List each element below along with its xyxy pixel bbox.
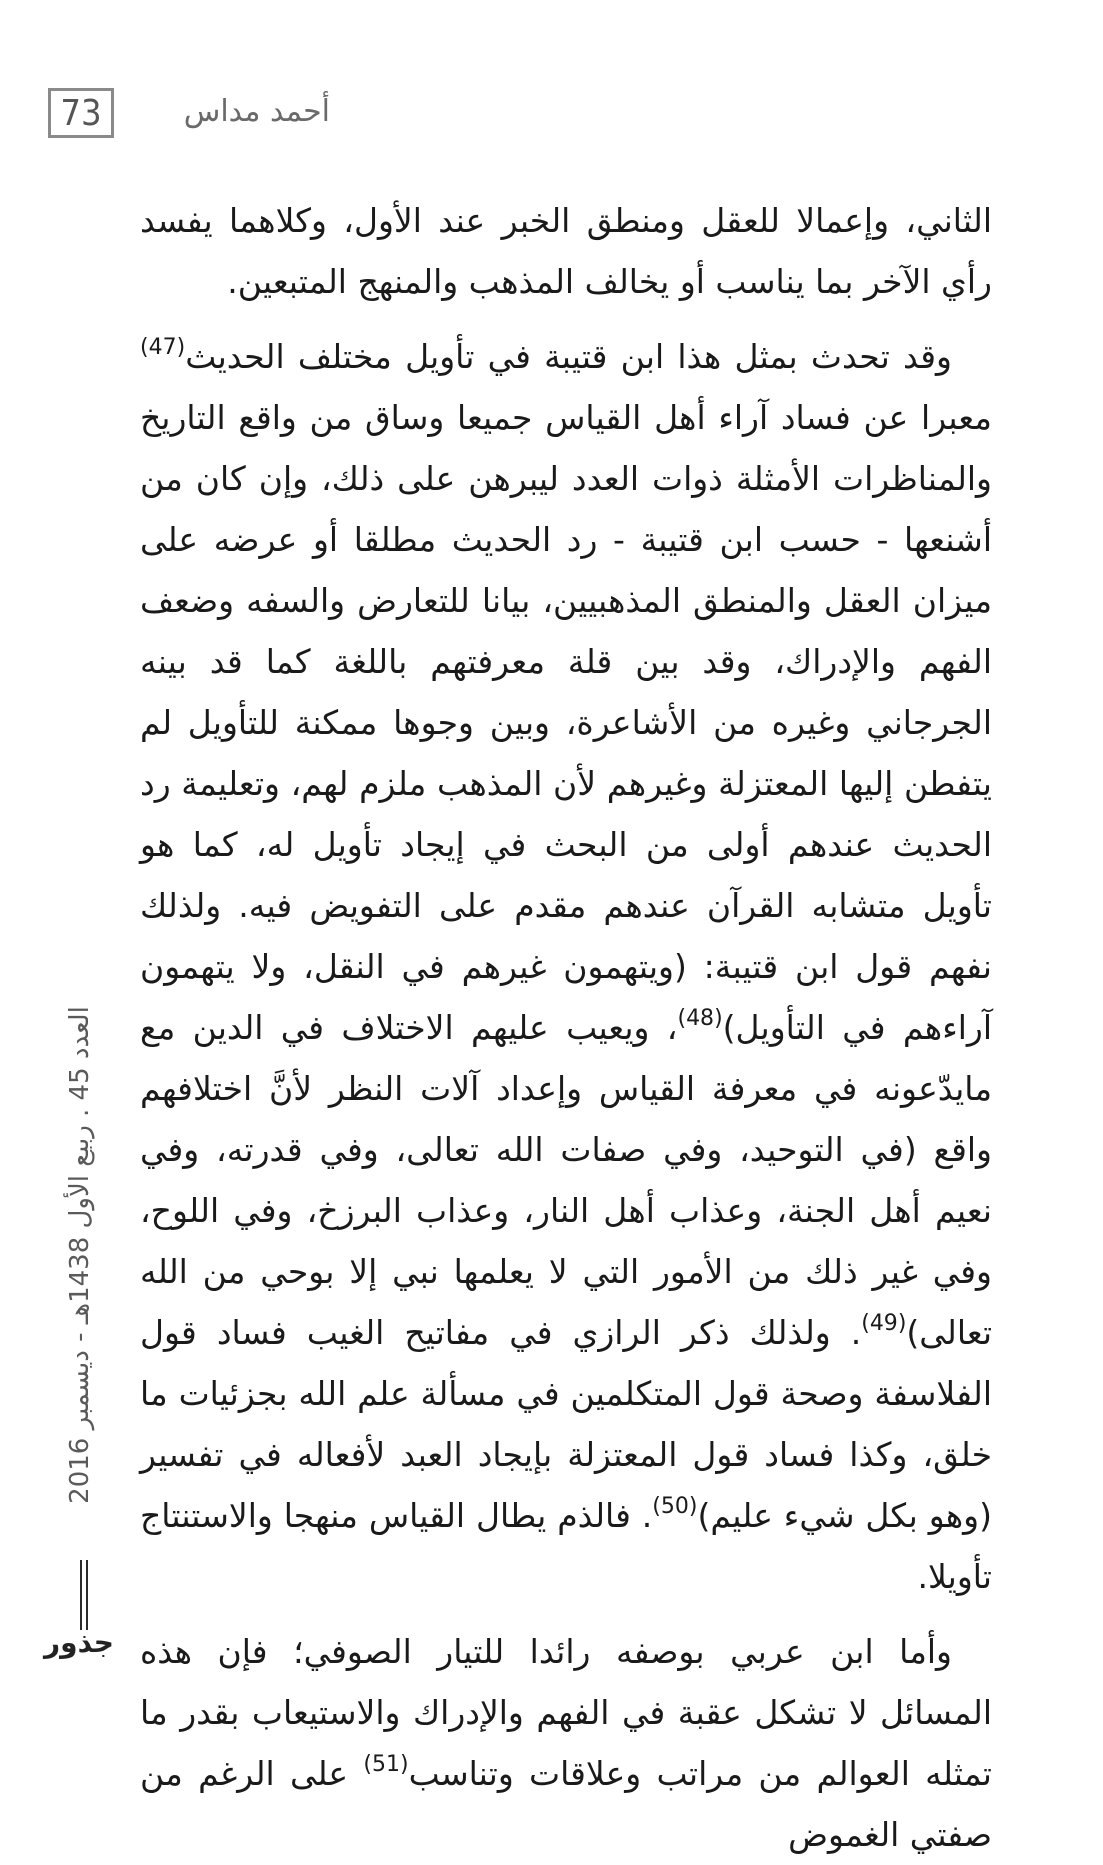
page-number: 73 <box>48 88 114 138</box>
footnote-ref-47[interactable]: (47) <box>140 335 186 360</box>
paragraph-text: وأما ابن عربي بوصفه رائدا للتيار الصوفي؛ فإن هذه المسائل لا تشكل عقبة في الفهم والإدراك والاستيعاب بقدر ما تمثله العوالم من مراتب وعلاقات وتناسب <box>140 1632 992 1793</box>
paragraph-text: الثاني، وإعمالا للعقل ومنطق الخبر عند الأول، وكلاهما يفسد رأي الآخر بما يناسب أو يخالف المذهب والمنهج المتبعين. <box>140 201 992 301</box>
article-body <box>140 190 992 1865</box>
journal-logo: جذور <box>44 1626 114 1659</box>
divider <box>80 1560 82 1630</box>
footnote-ref-48[interactable]: (48) <box>677 1006 723 1031</box>
footnote-ref-51[interactable]: (51) <box>363 1752 409 1777</box>
paragraph <box>140 1621 992 1865</box>
journal-issue-info: العدد 45 . ربيع الأول 1438هـ - ديسمبر 2016 <box>65 1006 95 1504</box>
paragraph-text: . فالذم يطال القياس منهجا والاستنتاج تأويلا. <box>140 1496 992 1596</box>
paragraph-text: وقد تحدث بمثل هذا ابن قتيبة في تأويل مختلف الحديث <box>185 337 952 376</box>
paragraph-text: ، ويعيب عليهم الاختلاف في الدين مع مايدّعونه في معرفة القياس وإعداد آلات النظر لأنَّ اختلافهم واقع (في التوحيد، وفي صفات الله تعالى، وفي قدرته، وفي نعيم أهل الجنة، وعذاب أهل النار، وعذاب البرزخ، وفي اللوح، وفي غير ذلك من الأمور التي لا يعلمها نبي إلا بوحي من الله تعالى) <box>140 1008 992 1352</box>
paragraph <box>140 326 992 1607</box>
paragraph-text: . ولذلك ذكر الرازي في مفاتيح الغيب فساد قول الفلاسفة وصحة قول المتكلمين في مسألة علم الله بجزئيات ما خلق، وكذا فساد قول المعتزلة بإيجاد العبد لأفعاله في تفسير (وهو بكل شيء عليم) <box>140 1313 992 1535</box>
footnote-ref-49[interactable]: (49) <box>861 1311 907 1336</box>
running-header-author: أحمد مداس <box>183 94 330 129</box>
divider <box>86 1560 88 1630</box>
side-journal-strip <box>50 960 110 1550</box>
paragraph-text: معبرا عن فساد آراء أهل القياس جميعا وساق من واقع التاريخ والمناظرات الأمثلة ذوات العدد ليبرهن على ذلك، وإن كان من أشنعها - حسب ابن قتيبة - رد الحديث مطلقا أو عرضه على ميزان العقل والمنطق المذهبيين، بيانا للتعارض والسفه وضعف الفهم والإدراك، وقد بين قلة معرفتهم باللغة كما قد بينه الجرجاني وغيره من الأشاعرة، وبين وجوها ممكنة للتأويل لم يتفطن إليها المعتزلة وغيرهم لأن المذهب ملزم لهم، وتعليمة رد الحديث عندهم أولى من البحث في إيجاد تأويل له، كما هو تأويل متشابه القرآن عندهم مقدم على التفويض فيه. ولذلك نفهم قول ابن قتيبة: (ويتهمون غيرهم في النقل، ولا يتهمون آراءهم في التأويل) <box>140 398 992 1047</box>
paragraph <box>140 190 992 312</box>
footnote-ref-50[interactable]: (50) <box>652 1494 698 1519</box>
paragraph-text: على الرغم من صفتي الغموض <box>140 1754 992 1854</box>
